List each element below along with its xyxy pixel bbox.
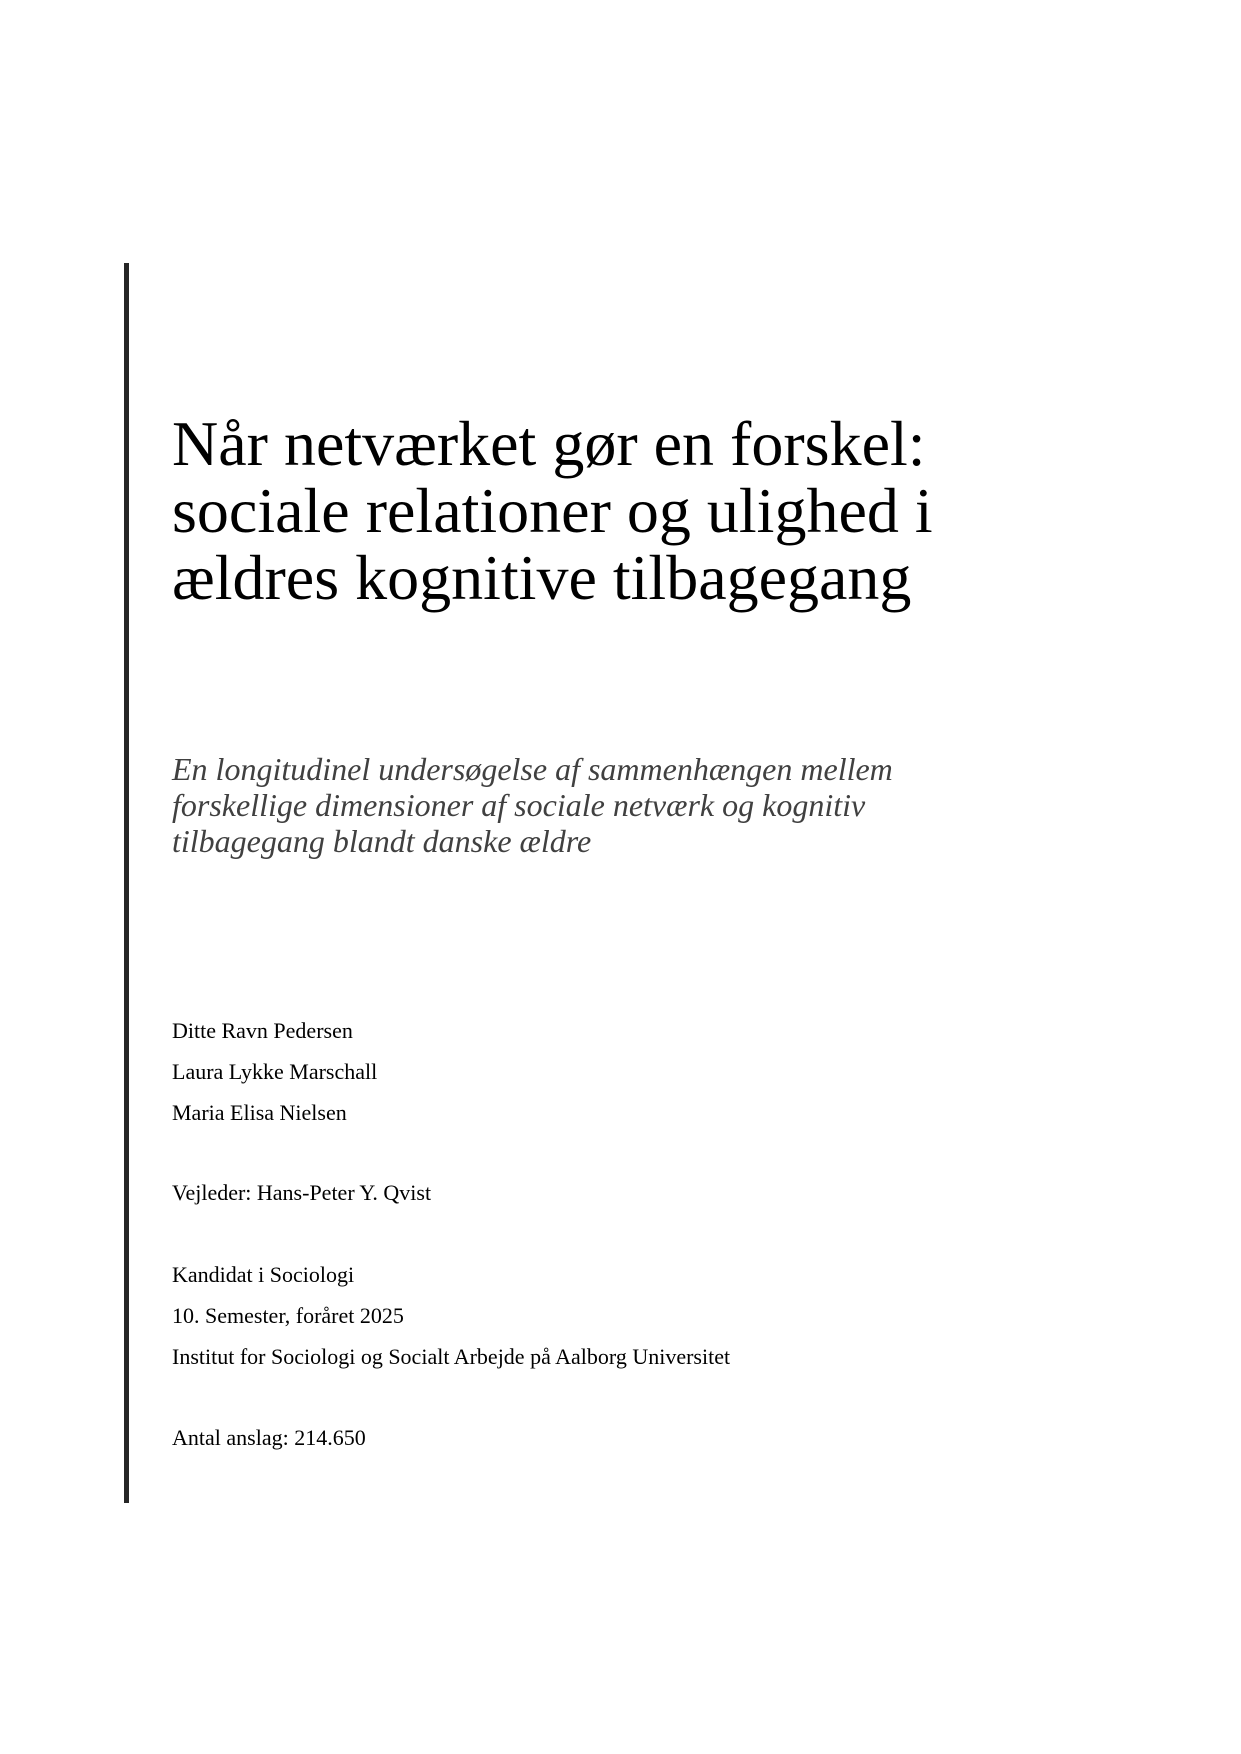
title-line: ældres kognitive tilbagegang bbox=[172, 542, 912, 613]
author-name: Ditte Ravn Pedersen bbox=[172, 1018, 353, 1043]
author-name: Laura Lykke Marschall bbox=[172, 1059, 378, 1084]
character-count-text: Antal anslag: 214.650 bbox=[172, 1425, 366, 1450]
institution-text: Institut for Sociologi og Socialt Arbejde på Aalborg Universitet bbox=[172, 1344, 731, 1369]
subtitle-line: forskellige dimensioner af sociale netværk og kognitiv bbox=[172, 787, 866, 823]
title-line: sociale relationer og ulighed i bbox=[172, 475, 933, 546]
degree-text: Kandidat i Sociologi bbox=[172, 1262, 355, 1287]
subtitle-line: tilbagegang blandt danske ældre bbox=[172, 823, 592, 859]
supervisor-text: Vejleder: Hans-Peter Y. Qvist bbox=[172, 1180, 432, 1205]
supervisor bbox=[172, 1172, 431, 1213]
semester-text: 10. Semester, foråret 2025 bbox=[172, 1303, 404, 1328]
program-info bbox=[172, 1254, 730, 1377]
title-line: Når netværket gør en forskel: bbox=[172, 408, 926, 479]
author-list bbox=[172, 1010, 377, 1133]
document-title bbox=[172, 410, 933, 611]
subtitle-line: En longitudinel undersøgelse af sammenhængen mellem bbox=[172, 751, 893, 787]
author-name: Maria Elisa Nielsen bbox=[172, 1100, 347, 1125]
vertical-accent-bar bbox=[124, 263, 129, 1503]
character-count bbox=[172, 1417, 366, 1458]
document-subtitle bbox=[172, 751, 893, 859]
